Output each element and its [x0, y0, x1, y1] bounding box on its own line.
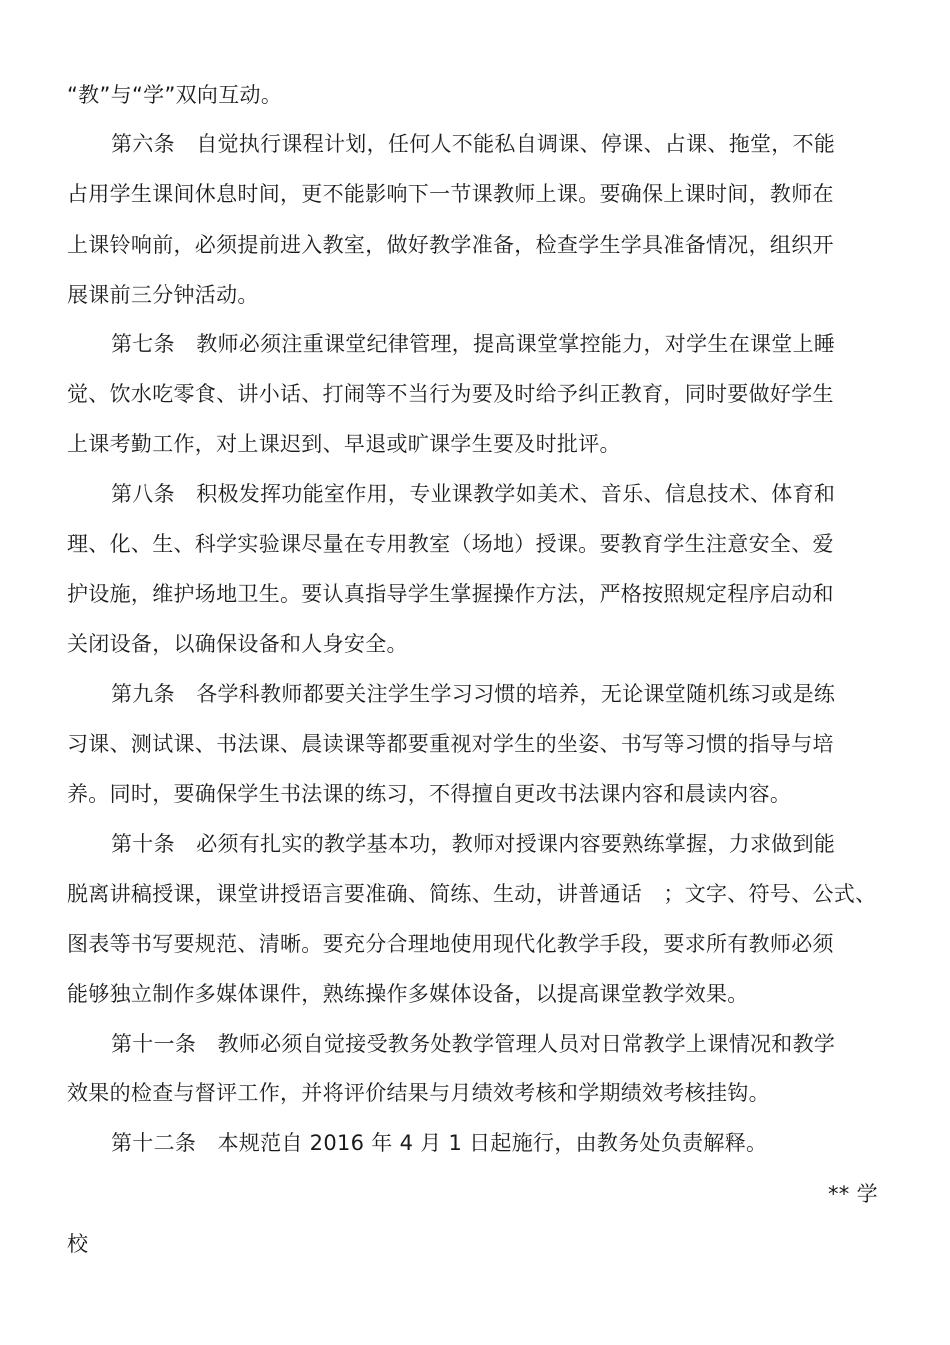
text-line: 能够独立制作多媒体课件，熟练操作多媒体设备，以提高课堂教学效果。 [67, 982, 749, 1006]
text-line: “教”与“学”双向互动。 [67, 83, 283, 107]
text-line: 效果的检查与督评工作，并将评价结果与月绩效考核和学期绩效考核挂钩。 [67, 1081, 770, 1105]
text-line: 图表等书写要规范、清晰。要充分合理地使用现代化教学手段，要求所有教师必须 [67, 932, 834, 956]
text-line: 脱离讲稿授课，课堂讲授语言要准确、简练、生动，讲普通话 ；文字、符号、公式、 [67, 882, 877, 906]
text-line: 养。同时，要确保学生书法课的练习，不得擅自更改书法课内容和晨读内容。 [67, 782, 792, 806]
article-6-heading-line: 第六条 自觉执行课程计划，任何人不能私自调课、停课、占课、拖堂，不能 [111, 132, 836, 156]
article-11-heading-line: 第十一条 教师必须自觉接受教务处教学管理人员对日常教学上课情况和教学 [111, 1032, 836, 1056]
text-line: 习课、测试课、书法课、晨读课等都要重视对学生的坐姿、书写等习惯的指导与培 [67, 732, 834, 756]
signature-school-line: ** 学 [828, 1182, 878, 1206]
text-line: 觉、饮水吃零食、讲小话、打闹等不当行为要及时给予纠正教育，同时要做好学生 [67, 382, 834, 406]
article-7-heading-line: 第七条 教师必须注重课堂纪律管理，提高课堂掌控能力，对学生在课堂上睡 [111, 332, 836, 356]
signature-school-line-2: 校 [67, 1232, 89, 1256]
article-9-heading-line: 第九条 各学科教师都要关注学生学习习惯的培养，无论课堂随机练习或是练 [111, 682, 836, 706]
text-line: 上课铃响前，必须提前进入教室，做好教学准备，检查学生学具准备情况，组织开 [67, 233, 834, 257]
text-line: 占用学生课间休息时间，更不能影响下一节课教师上课。要确保上课时间，教师在 [67, 182, 834, 206]
article-10-heading-line: 第十条 必须有扎实的教学基本功，教师对授课内容要熟练掌握，力求做到能 [111, 832, 836, 856]
text-line: 展课前三分钟活动。 [67, 283, 259, 307]
text-line: 上课考勤工作，对上课迟到、早退或旷课学生要及时批评。 [67, 432, 621, 456]
text-line: 关闭设备，以确保设备和人身安全。 [67, 632, 408, 656]
text-line: 护设施，维护场地卫生。要认真指导学生掌握操作方法，严格按照规定程序启动和 [67, 582, 834, 606]
article-8-heading-line: 第八条 积极发挥功能室作用，专业课教学如美术、音乐、信息技术、体育和 [111, 482, 836, 506]
text-line: 理、化、生、科学实验课尽量在专用教室（场地）授课。要教育学生注意安全、爱 [67, 532, 834, 556]
article-12-heading-line: 第十二条 本规范自 2016 年 4 月 1 日起施行，由教务处负责解释。 [111, 1131, 768, 1155]
